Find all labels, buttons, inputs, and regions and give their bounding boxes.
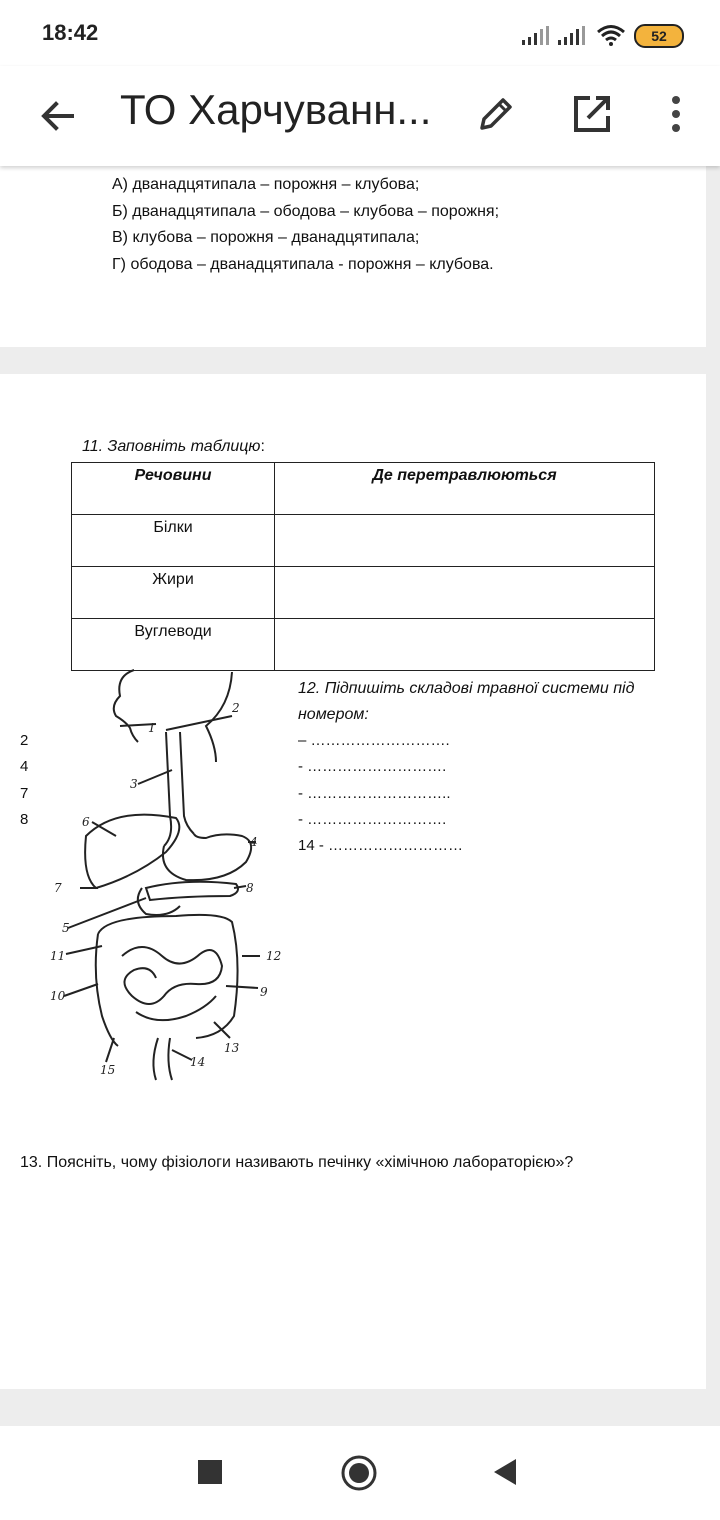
diagram-label: 10	[50, 989, 66, 1003]
diagram-label: 12	[266, 949, 282, 963]
question-11-title: 11. Заповніть таблицю:	[82, 438, 265, 455]
table-row	[72, 619, 655, 671]
diagram-label: 9	[260, 985, 268, 999]
wifi-icon	[596, 24, 626, 46]
table-header-substances: Речовини	[72, 463, 275, 515]
table-cell-empty	[275, 515, 655, 567]
home-circle-icon[interactable]	[340, 1454, 378, 1492]
table-cell-proteins: Білки	[72, 515, 275, 567]
status-bar	[0, 0, 720, 66]
diagram-label: 15	[100, 1063, 116, 1077]
system-nav-bar	[0, 1426, 720, 1520]
side-number: 2	[20, 732, 29, 749]
diagram-label: 8	[246, 881, 254, 895]
diagram-label: 3	[130, 777, 138, 791]
answer-option-a: А) дванадцятипала – порожня – клубова;	[112, 176, 420, 193]
document-page-2	[0, 374, 706, 1389]
more-vert-icon[interactable]	[654, 92, 698, 136]
answer-option-b: Б) дванадцятипала – ободова – клубова – порожня;	[112, 203, 500, 220]
answer-option-d: Г) ободова – дванадцятипала - порожня – клубова.	[112, 256, 494, 273]
table-header-digestion-place: Де перетравлюються	[275, 463, 655, 515]
battery-icon: 52	[634, 24, 684, 48]
table-cell-empty	[275, 567, 655, 619]
diagram-label: 14	[190, 1055, 206, 1069]
open-external-icon[interactable]	[570, 92, 614, 136]
answer-line: - ……………………….	[298, 758, 447, 775]
question-12-title: 12. Підпишіть складові травної системи під номером:	[298, 680, 635, 723]
digestive-system-diagram	[46, 666, 296, 1086]
document-page-1	[0, 166, 706, 347]
question-13-text: 13. Поясніть, чому фізіологи називають печінку «хімічною лабораторією»?	[20, 1154, 574, 1171]
diagram-label: 6	[82, 815, 90, 829]
edit-pencil-icon[interactable]	[474, 92, 518, 136]
page-title: ТО Харчуванн...	[120, 86, 432, 133]
diagram-label: 1	[148, 721, 156, 735]
side-number: 8	[20, 811, 29, 828]
answer-line: - ……………………….	[298, 811, 447, 828]
table-row	[72, 515, 655, 567]
side-number: 7	[20, 785, 29, 802]
table-cell-fats: Жири	[72, 567, 275, 619]
diagram-label: 7	[54, 881, 62, 895]
answer-line: – ……………………….	[298, 732, 450, 749]
side-number: 4	[20, 758, 29, 775]
diagram-label: 5	[62, 921, 70, 935]
app-bar	[0, 66, 720, 166]
signal-icon-2	[556, 26, 586, 46]
back-arrow-icon[interactable]	[38, 96, 78, 136]
table-row	[72, 567, 655, 619]
status-time: 18:42	[42, 20, 99, 45]
table-cell-empty	[275, 619, 655, 671]
diagram-label: 2	[232, 701, 240, 715]
diagram-label: 13	[224, 1041, 240, 1055]
table-cell-carbs: Вуглеводи	[72, 619, 275, 671]
signal-icon	[520, 26, 550, 46]
diagram-face	[114, 670, 138, 742]
digestion-table	[71, 462, 655, 671]
back-triangle-icon[interactable]	[494, 1459, 518, 1485]
answer-option-c: В) клубова – порожня – дванадцятипала;	[112, 229, 420, 246]
diagram-label: 4	[250, 835, 258, 849]
answer-line: - ………………………..	[298, 785, 451, 802]
answer-line: 14 - ………………………	[298, 837, 464, 854]
diagram-label: 11	[50, 949, 66, 963]
recents-square-icon[interactable]	[198, 1460, 222, 1484]
